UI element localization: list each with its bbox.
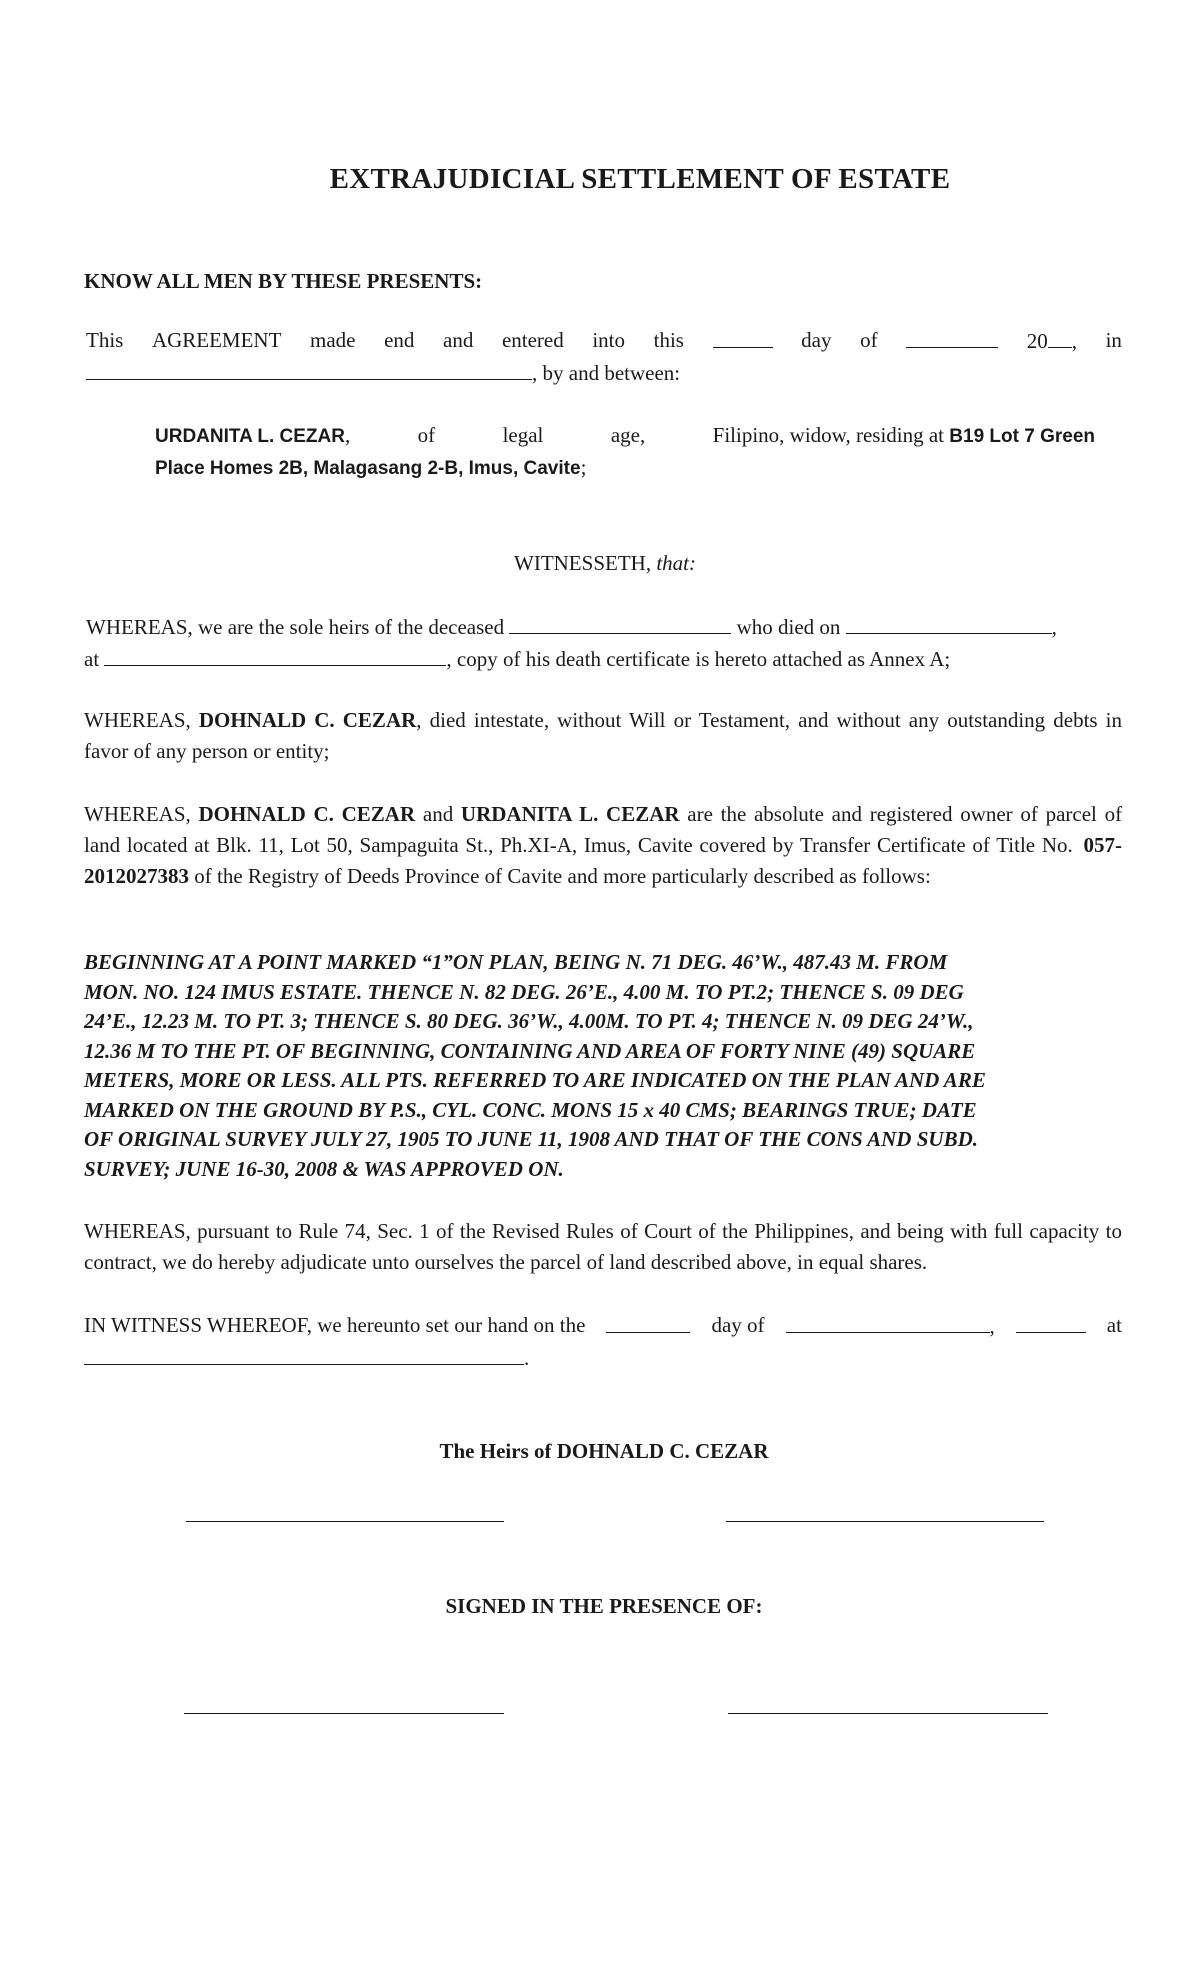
party-desc: Filipino, widow, residing at	[712, 423, 945, 447]
comma: ,	[989, 1314, 995, 1338]
deceased-name-blank[interactable]	[509, 611, 731, 634]
agreement-word: this	[653, 328, 684, 352]
at-text: at	[84, 647, 100, 671]
title-number: 057-2012027383	[84, 833, 1123, 888]
witnesseth-that: that:	[656, 551, 696, 575]
witness-signature-line-1[interactable]	[184, 1713, 504, 1714]
agreement-word: and	[443, 328, 474, 352]
whereas-intestate-paragraph	[84, 705, 1122, 767]
witness-whereof-line-2	[84, 1342, 1122, 1374]
agreement-word: AGREEMENT	[151, 328, 282, 352]
agreement-word: into	[592, 328, 626, 352]
agreement-in-label: in	[1105, 328, 1122, 352]
witness-whereof-line-1	[84, 1310, 1122, 1342]
technical-line: SURVEY; JUNE 16-30, 2008 & WAS APPROVED ON.	[84, 1156, 564, 1181]
place-of-death-blank[interactable]	[104, 643, 446, 666]
decedent-name: DOHNALD C. CEZAR	[198, 708, 417, 732]
agreement-word: entered	[501, 328, 564, 352]
witness-signature-line-2[interactable]	[728, 1713, 1048, 1714]
agreement-day-blank[interactable]	[713, 325, 773, 348]
witnesseth-main: WITNESSETH,	[514, 551, 652, 575]
whereas-heirs-paragraph	[86, 611, 1122, 675]
whereas-label: WHEREAS,	[84, 802, 191, 826]
agreement-day-label: day	[801, 328, 832, 352]
died-on-text: who died on	[736, 615, 841, 639]
whereas-heirs-line-1	[86, 611, 1122, 643]
year-prefix: 20	[1026, 329, 1048, 353]
agreement-place-blank[interactable]	[86, 357, 532, 380]
technical-line: OF ORIGINAL SURVEY JULY 27, 1905 TO JUNE 11, 1908 AND THAT OF THE CONS AND SUBD.	[84, 1127, 978, 1151]
party-address-2: Place Homes 2B, Malagasang 2-B, Imus, Cavite	[155, 458, 581, 479]
witnesseth-heading	[5, 548, 1200, 579]
party-address-1: B19 Lot 7 Green	[949, 426, 1095, 447]
signing-year-blank[interactable]	[1016, 1310, 1086, 1333]
agreement-word: This	[86, 328, 124, 352]
date-of-death-blank[interactable]	[846, 611, 1052, 634]
witness-whereof-paragraph	[84, 1310, 1122, 1374]
signing-day-blank[interactable]	[606, 1310, 690, 1333]
signing-month	[786, 1310, 995, 1342]
agreement-year	[1027, 325, 1077, 357]
agreement-line-1	[86, 325, 1122, 357]
intestate-text: , died intestate, without Will or Testament, and without any outstanding debts in favor of any person or entity;	[84, 708, 1123, 763]
agreement-month-blank[interactable]	[906, 325, 998, 348]
party-legal: legal	[502, 423, 544, 447]
whereas-adjudicate-paragraph	[84, 1216, 1122, 1278]
party-comma: ,	[344, 423, 351, 447]
death-certificate-text: , copy of his death certificate is hereto attached as Annex A;	[446, 647, 951, 671]
year-suffix: ,	[1071, 329, 1077, 353]
party-line-1	[155, 420, 1095, 452]
owner-name-2: URDANITA L. CEZAR	[460, 802, 680, 826]
owner-name-1: DOHNALD C. CEZAR	[198, 802, 416, 826]
whereas-heirs-text: WHEREAS, we are the sole heirs of the deceased	[86, 615, 505, 639]
whereas-owners-paragraph	[84, 799, 1122, 892]
property-text: are the absolute and registered owner of parcel of land located at Blk. 11, Lot 50, Sampaguita St., Ph.XI-A, Imus, Cavite covered by Transfer Certificate of Title No.	[84, 802, 1123, 857]
by-and-between: , by and between:	[532, 361, 681, 385]
at-text: at	[1106, 1313, 1122, 1337]
adjudicate-text: WHEREAS, pursuant to Rule 74, Sec. 1 of the Revised Rules of Court of the Philippines, and being with full capacity to contract, we do hereby adjudicate unto ourselves the parcel of land described above, in equal shares.	[84, 1219, 1122, 1274]
agreement-word: made	[310, 328, 356, 352]
party-name-text: URDANITA L. CEZAR	[155, 426, 345, 447]
know-all-men-heading: KNOW ALL MEN BY THESE PRESENTS:	[84, 269, 483, 293]
whereas-heirs-line-2	[84, 643, 1122, 675]
technical-line: 24’E., 12.23 M. TO PT. 3; THENCE S. 80 DEG. 36’W., 4.00M. TO PT. 4; THENCE N. 09 DEG 24’W.,	[84, 1009, 974, 1033]
party-age: age,	[610, 423, 646, 447]
registry-text: of the Registry of Deeds Province of Cavite and more particularly described as follows:	[194, 864, 931, 888]
heirs-heading: The Heirs of DOHNALD C. CEZAR	[439, 1439, 769, 1463]
comma: ,	[1051, 615, 1057, 639]
signing-place-blank[interactable]	[84, 1342, 524, 1365]
technical-line: 12.36 M TO THE PT. OF BEGINNING, CONTAINING AND AREA OF FORTY NINE (49) SQUARE	[84, 1038, 976, 1063]
and-text: and	[422, 802, 454, 826]
agreement-word: end	[384, 328, 415, 352]
agreement-of-label: of	[860, 328, 878, 352]
period: .	[524, 1346, 530, 1370]
agreement-line-2	[86, 357, 1122, 389]
witness-whereof-text: IN WITNESS WHEREOF, we hereunto set our hand on the	[84, 1313, 586, 1337]
party-paragraph	[155, 420, 1095, 484]
party-residence	[713, 420, 1095, 452]
agreement-paragraph	[86, 325, 1122, 389]
technical-description	[84, 948, 1122, 1184]
signing-month-blank[interactable]	[786, 1310, 990, 1333]
party-name	[155, 420, 350, 452]
heir-signature-line-2[interactable]	[726, 1521, 1044, 1522]
document-title: EXTRAJUDICIAL SETTLEMENT OF ESTATE	[329, 163, 951, 195]
day-of-text: day of	[711, 1313, 765, 1337]
party-semicolon: ;	[580, 455, 587, 479]
technical-line: MARKED ON THE GROUND BY P.S., CYL. CONC. MONS 15 x 40 CMS; BEARINGS TRUE; DATE	[84, 1097, 977, 1122]
party-line-2	[155, 452, 1095, 484]
technical-line: METERS, MORE OR LESS. ALL PTS. REFERRED TO ARE INDICATED ON THE PLAN AND ARE	[84, 1068, 986, 1092]
agreement-year-blank[interactable]	[1048, 325, 1072, 348]
party-of: of	[417, 423, 436, 447]
technical-line: MON. NO. 124 IMUS ESTATE. THENCE N. 82 DEG. 26’E., 4.00 M. TO PT.2; THENCE S. 09 DEG	[84, 979, 964, 1004]
technical-line: BEGINNING AT A POINT MARKED “1”ON PLAN, BEING N. 71 DEG. 46’W., 487.43 M. FROM	[84, 950, 948, 974]
whereas-label: WHEREAS,	[84, 708, 191, 732]
heir-signature-line-1[interactable]	[186, 1521, 504, 1522]
signed-presence-heading: SIGNED IN THE PRESENCE OF:	[445, 1594, 763, 1618]
